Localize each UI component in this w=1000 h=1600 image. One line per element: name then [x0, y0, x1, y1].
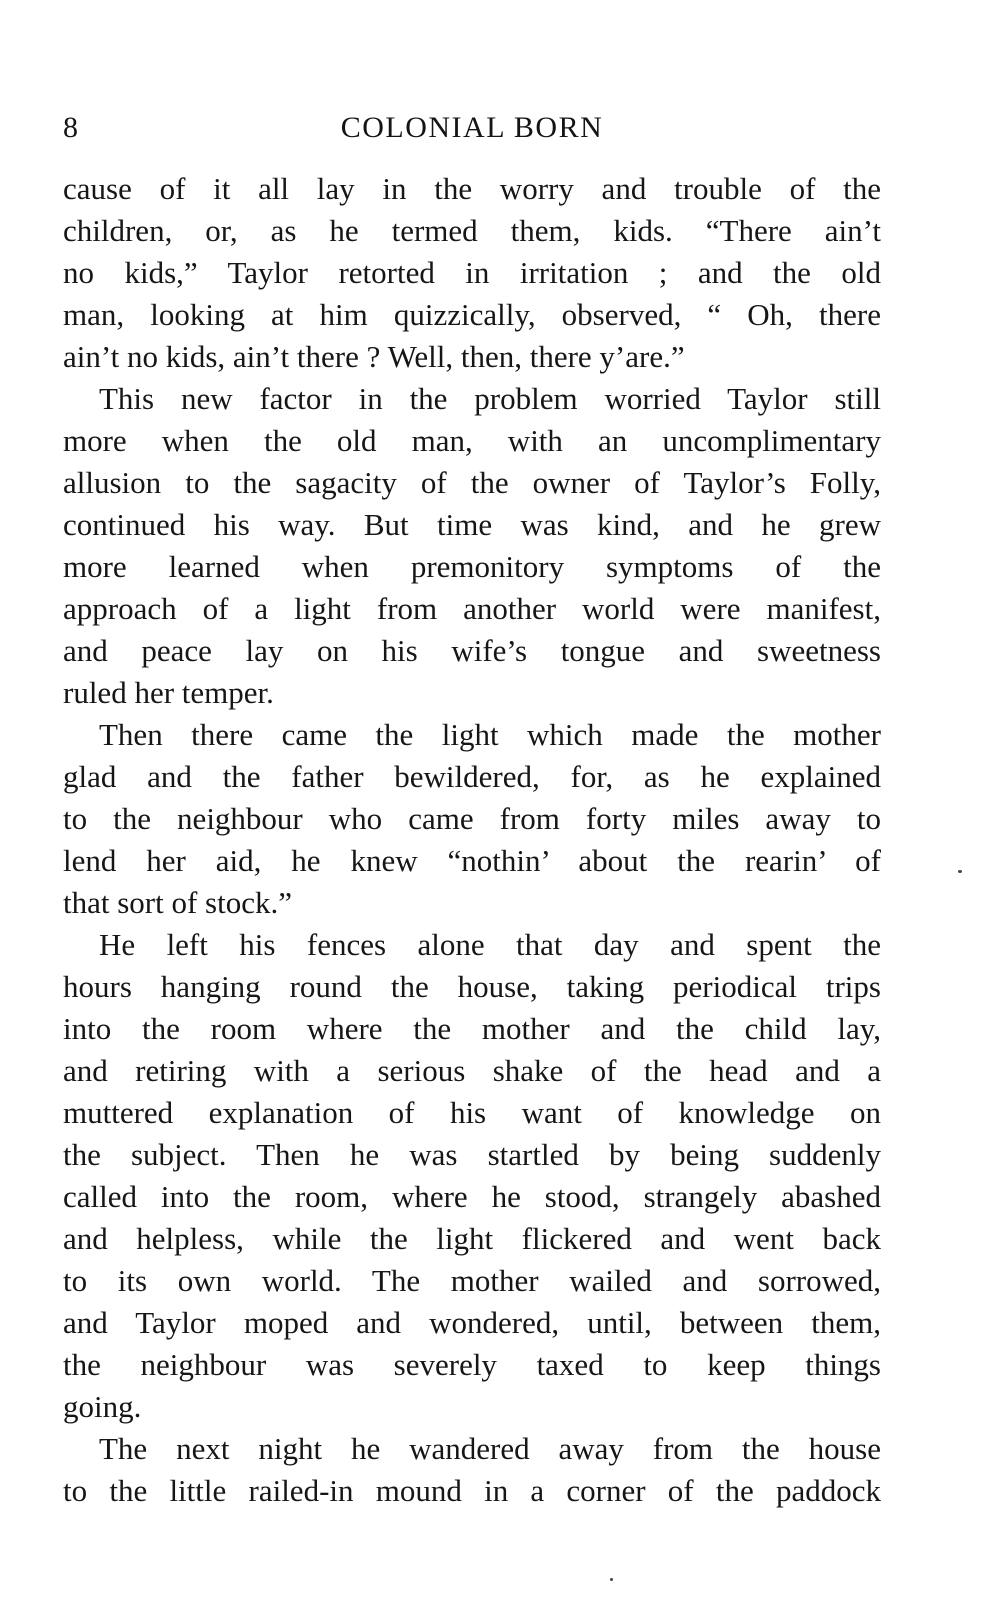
text-line: called into the room, where he stood, strangely abashed [63, 1179, 881, 1214]
running-head [63, 106, 881, 150]
text-line: cause of it all lay in the worry and trouble of the [63, 171, 881, 206]
text-line: more when the old man, with an uncomplimentary [63, 423, 881, 458]
text-line: ruled her temper. [63, 675, 274, 710]
paragraph-first-line: The next night he wandered away from the house [99, 1431, 881, 1466]
text-line: more learned when premonitory symptoms of the [63, 549, 881, 584]
text-line: to the neighbour who came from forty miles away to [63, 801, 881, 836]
text-line: and peace lay on his wife’s tongue and sweetness [63, 633, 881, 668]
text-line: allusion to the sagacity of the owner of Taylor’s Folly, [63, 465, 881, 500]
text-line: glad and the father bewildered, for, as he explained [63, 759, 881, 794]
page-number: 8 [63, 111, 78, 144]
text-line: and retiring with a serious shake of the head and a [63, 1053, 881, 1088]
text-line: man, looking at him quizzically, observed, “ Oh, there [63, 297, 881, 332]
text-line: muttered explanation of his want of knowledge on [63, 1095, 881, 1130]
text-line: children, or, as he termed them, kids. “There ain’t [63, 213, 881, 248]
text-line: and Taylor moped and wondered, until, between them, [63, 1305, 881, 1340]
paragraph-first-line: This new factor in the problem worried Taylor still [99, 381, 881, 416]
text-line: into the room where the mother and the child lay, [63, 1011, 881, 1046]
body-text [63, 168, 881, 1512]
paragraph-first-line: Then there came the light which made the mother [99, 717, 881, 752]
text-line: to its own world. The mother wailed and sorrowed, [63, 1263, 881, 1298]
text-line: lend her aid, he knew “nothin’ about the rearin’ of [63, 843, 881, 878]
print-speck [958, 870, 962, 873]
text-line: ain’t no kids, ain’t there ? Well, then, there y’are.” [63, 339, 685, 374]
text-line: no kids,” Taylor retorted in irritation ; and the old [63, 255, 881, 290]
text-line: and helpless, while the light flickered and went back [63, 1221, 881, 1256]
text-line: the neighbour was severely taxed to keep things [63, 1347, 881, 1382]
book-title: COLONIAL BORN [340, 111, 604, 144]
text-line: hours hanging round the house, taking periodical trips [63, 969, 881, 1004]
text-line: continued his way. But time was kind, and he grew [63, 507, 881, 542]
text-line: approach of a light from another world were manifest, [63, 591, 881, 626]
text-line: going. [63, 1389, 142, 1424]
text-line: the subject. Then he was startled by being suddenly [63, 1137, 881, 1172]
text-line: to the little railed-in mound in a corner of the paddock [63, 1473, 881, 1508]
paragraph-first-line: He left his fences alone that day and spent the [99, 927, 881, 962]
print-speck [610, 1578, 613, 1581]
text-line: that sort of stock.” [63, 885, 293, 920]
